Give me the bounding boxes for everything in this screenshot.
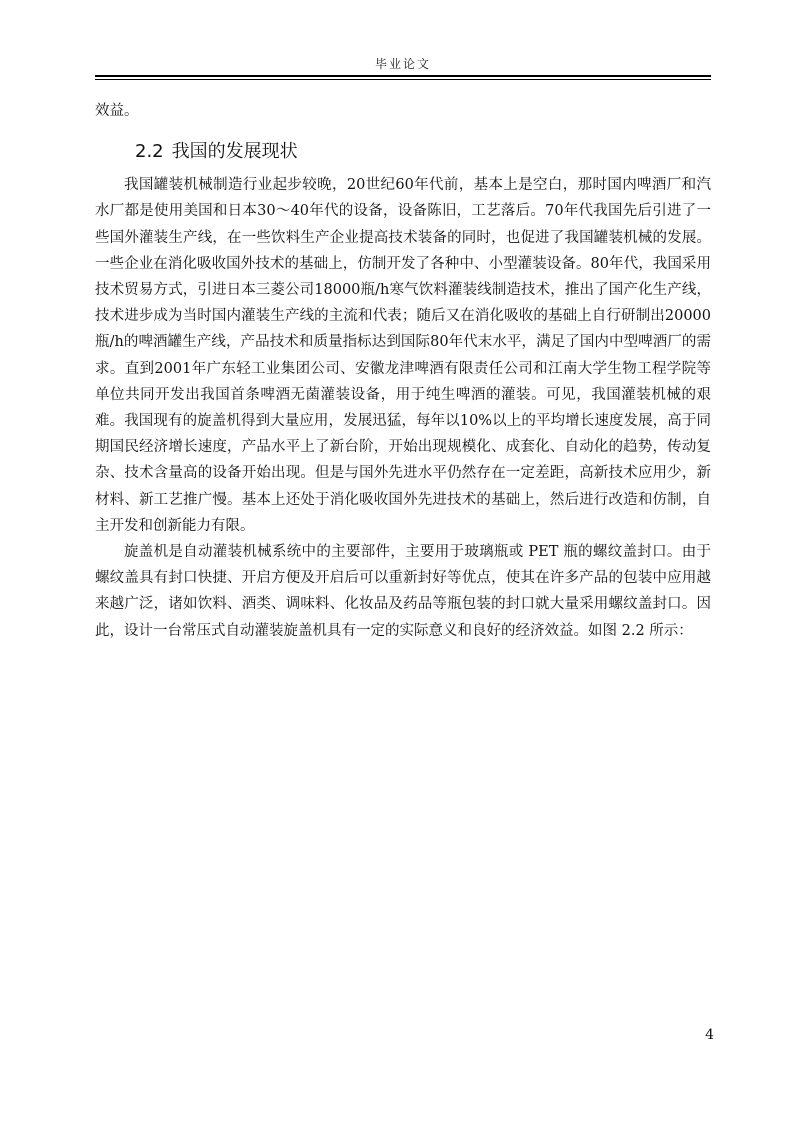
page-number: 4 [705, 1027, 714, 1043]
section-title: 我国的发展现状 [171, 141, 298, 163]
section-heading [135, 138, 711, 166]
paragraph-development-history: 我国罐装机械制造行业起步较晚，20世纪60年代前，基本上是空白，那时国内啤酒厂和汽水厂都是使用美国和日本30～40年代的设备，设备陈旧，工艺落后。70年代我国先后引进了一些国外灌装生产线，在一些饮料生产企业提高技术装备的同时，也促进了我国罐装机械的发展。一些企业在消化吸收国外技术的基础上，仿制开发了各种中、小型灌装设备。80年代，我国采用技术贸易方式，引进日本三菱公司18000瓶/h寒气饮料灌装线制造技术，推出了国产化生产线，技术进步成为当时国内灌装生产线的主流和代表；随后又在消化吸收的基础上自行研制出20000瓶/h的啤酒罐生产线，产品技术和质量指标达到国际80年代末水平，满足了国内中型啤酒厂的需求。直到2001年广东轻工业集团公司、安徽龙津啤酒有限责任公司和江南大学生物工程学院等单位共同开发出我国首条啤酒无菌灌装设备，用于纯生啤酒的灌装。可见，我国灌装机械的艰难。我国现有的旋盖机得到大量应用，发展迅猛，每年以10%以上的平均增长速度发展，高于同期国民经济增长速度，产品水平上了新台阶，开始出现规模化、成套化、自动化的趋势，传动复杂、技术含量高的设备开始出现。但是与国外先进水平仍然存在一定差距，高新技术应用少，新材料、新工艺推广慢。基本上还处于消化吸收国外先进技术的基础上，然后进行改造和仿制，自主开发和创新能力有限。 [95, 177, 711, 534]
header-rule-thin [95, 79, 711, 80]
page-body [95, 98, 711, 644]
header-rule-thick [95, 75, 711, 77]
continuation-text: 效益。 [95, 103, 139, 119]
running-header: 毕业论文 [374, 57, 431, 71]
paragraph-capping-machine: 旋盖机是自动灌装机械系统中的主要部件，主要用于玻璃瓶或 PET 瓶的螺纹盖封口。由于螺纹盖具有封口快捷、开启方便及开启后可以重新封好等优点，使其在许多产品的包装中应用越来越广泛，诸如饮料、酒类、调味料、化妆品及药品等瓶包装的封口就大量采用螺纹盖封口。因此，设计一台常压式自动灌装旋盖机具有一定的实际意义和良好的经济效益。如图 2.2 所示： [95, 544, 711, 639]
section-number: 2.2 [135, 141, 164, 163]
